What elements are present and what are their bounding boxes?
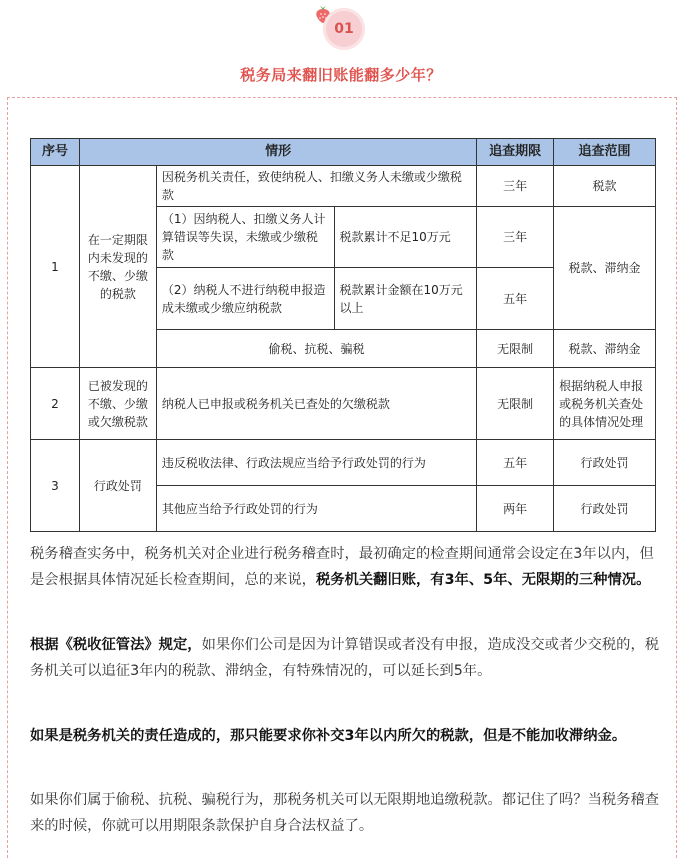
table-row: [31, 368, 656, 440]
row2-category: 已被发现的不缴、少缴或欠缴税款: [79, 368, 156, 440]
row2-no: 2: [31, 368, 80, 440]
row1-a-scope: 税款: [554, 166, 656, 207]
row1-category: 在一定期限内未发现的不缴、少缴的税款: [79, 166, 156, 368]
row1-a-period: 三年: [477, 166, 554, 207]
header-scope: 追查范围: [554, 139, 656, 166]
row1-b-period: 三年: [477, 207, 554, 268]
p1-bold: 税务机关翻旧账，有3年、5年、无限期的三种情况。: [315, 572, 651, 588]
row1-c-desc: （2）纳税人不进行纳税申报造成未缴或少缴应纳税款: [156, 268, 334, 330]
section-badge: [313, 4, 373, 50]
p2-bold: 根据《税收征管法》规定，: [30, 637, 202, 653]
row2-period: 无限制: [477, 368, 554, 440]
row1-a-desc: 因税务机关责任，致使纳税人、扣缴义务人未缴或少缴税款: [156, 166, 476, 207]
tax-period-table: [30, 138, 656, 532]
row1-d-scope: 税款、滞纳金: [554, 330, 656, 368]
p2-text: 如果你们公司是因为计算错误或者没有申报，造成没交或者少交税的，税务机关可以追征3年内的税款、滞纳金，有特殊情况的，可以延长到5年。: [30, 637, 660, 679]
paragraph-3: [30, 723, 660, 749]
page-title: 税务局来翻旧账能翻多少年？: [240, 66, 442, 84]
row1-b-desc: （1）因纳税人、扣缴义务人计算错误等失误，未缴或少缴税款: [156, 207, 334, 268]
paragraph-1: [30, 541, 660, 593]
row3-b-scope: 行政处罚: [554, 486, 656, 532]
row3-a-scope: 行政处罚: [554, 440, 656, 486]
paragraph-2: [30, 632, 660, 684]
p3-bold: 如果是税务机关的责任造成的，那只能要求你补交3年以内所欠的税款，但是不能加收滞纳金。: [30, 728, 627, 744]
row1-b-cond: 税款累计不足10万元: [334, 207, 477, 268]
row1-d-desc: 偷税、抗税、骗税: [156, 330, 476, 368]
row3-category: 行政处罚: [79, 440, 156, 532]
p4-text: 如果你们属于偷税、抗税、骗税行为，那税务机关可以无限期地追缴税款。都记住了吗？当税务稽查来的时候，你就可以用期限条款保护自身合法权益了。: [30, 792, 660, 834]
row1-c-period: 五年: [477, 268, 554, 330]
header-period: 追查期限: [477, 139, 554, 166]
row1-d-period: 无限制: [477, 330, 554, 368]
row3-b-period: 两年: [477, 486, 554, 532]
section-number: 01: [334, 21, 354, 37]
row1-c-cond: 税款累计金额在10万元以上: [334, 268, 477, 330]
table-row: [31, 440, 656, 486]
row3-no: 3: [31, 440, 80, 532]
row2-scope: 根据纳税人申报或税务机关查处的具体情况处理: [554, 368, 656, 440]
paragraph-4: [30, 787, 660, 839]
table-header-row: [31, 139, 656, 166]
row3-a-period: 五年: [477, 440, 554, 486]
p1-text: 税务稽查实务中，税务机关对企业进行税务稽查时，最初确定的检查期间通常会设定在3年以内，但是会根据具体情况延长检查期间，总的来说，: [30, 546, 654, 588]
row3-b-desc: 其他应当给予行政处罚的行为: [156, 486, 476, 532]
row1-bc-scope: 税款、滞纳金: [554, 207, 656, 330]
table-row: [31, 166, 656, 207]
row2-desc: 纳税人已申报或税务机关已查处的欠缴税款: [156, 368, 476, 440]
header-situation: 情形: [79, 139, 476, 166]
badge-circle: [323, 8, 365, 50]
header-no: 序号: [31, 139, 80, 166]
row3-a-desc: 违反税收法律、行政法规应当给予行政处罚的行为: [156, 440, 476, 486]
row1-no: 1: [31, 166, 80, 368]
